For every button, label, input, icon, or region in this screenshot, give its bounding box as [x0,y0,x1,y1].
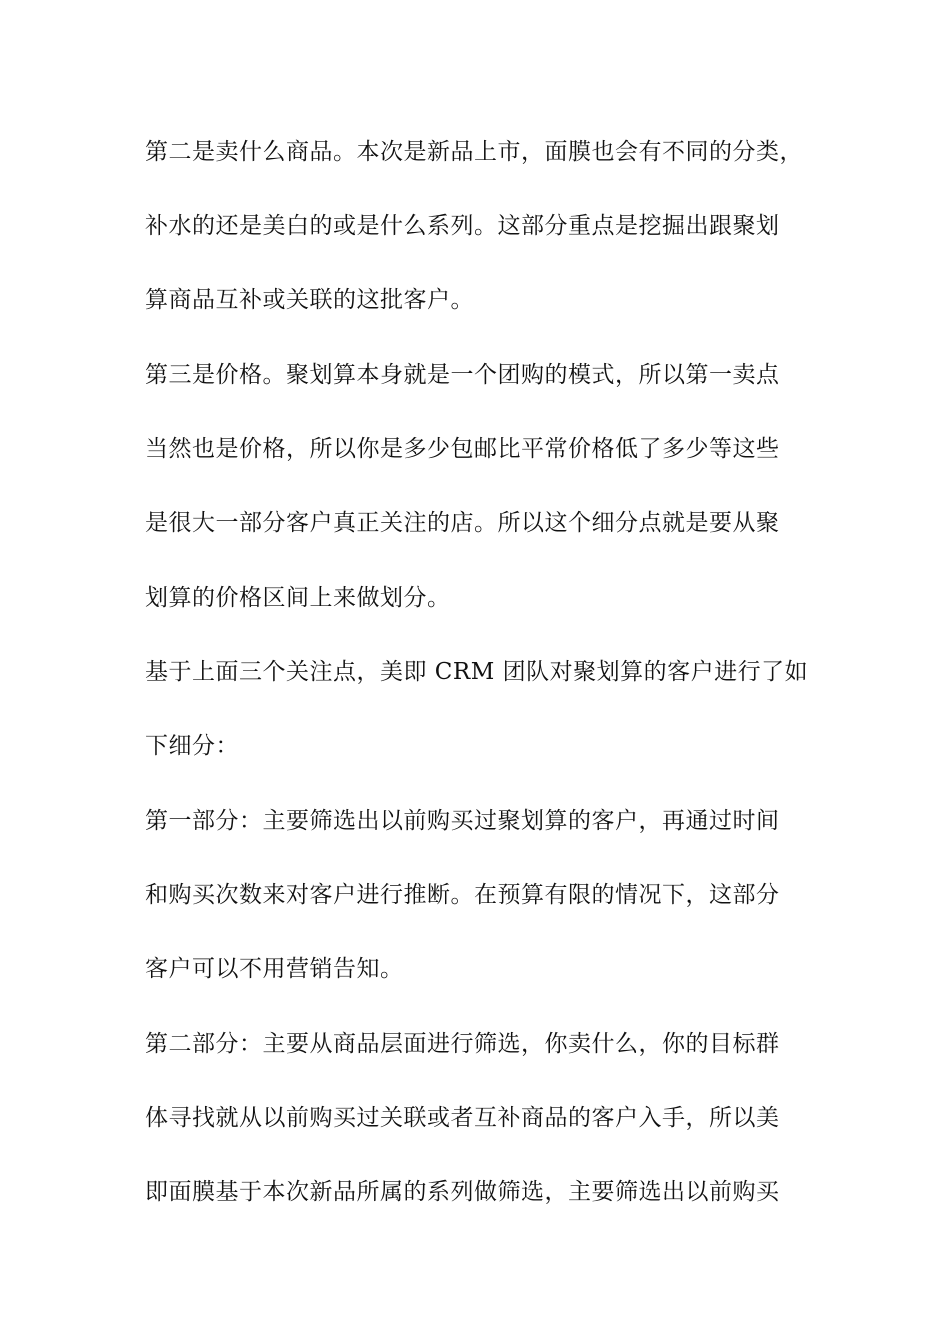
text-line: 划算的价格区间上来做划分。 [145,585,451,611]
text-line: 第三是价格。聚划算本身就是一个团购的模式，所以第一卖点 [145,362,780,388]
text-line: 当然也是价格，所以你是多少包邮比平常价格低了多少等这些 [145,436,780,462]
text-line: 客户可以不用营销告知。 [145,956,404,982]
text-line: 下细分： [145,733,239,759]
text-line: 第二是卖什么商品。本次是新品上市，面膜也会有不同的分类， [145,139,803,165]
text-line: 是很大一部分客户真正关注的店。所以这个细分点就是要从聚 [145,510,780,536]
text-line: 算商品互补或关联的这批客户。 [145,287,474,313]
text-line: 和购买次数来对客户进行推断。在预算有限的情况下，这部分 [145,882,780,908]
text-line: 体寻找就从以前购买过关联或者互补商品的客户入手，所以美 [145,1105,780,1131]
text-line: 第二部分：主要从商品层面进行筛选，你卖什么，你的目标群 [145,1031,780,1057]
text-line: 第一部分：主要筛选出以前购买过聚划算的客户，再通过时间 [145,808,780,834]
text-line: 补水的还是美白的或是什么系列。这部分重点是挖掘出跟聚划 [145,213,780,239]
text-line: 基于上面三个关注点，美即 CRM 团队对聚划算的客户进行了如 [145,659,809,685]
text-line: 即面膜基于本次新品所属的系列做筛选，主要筛选出以前购买 [145,1179,780,1205]
